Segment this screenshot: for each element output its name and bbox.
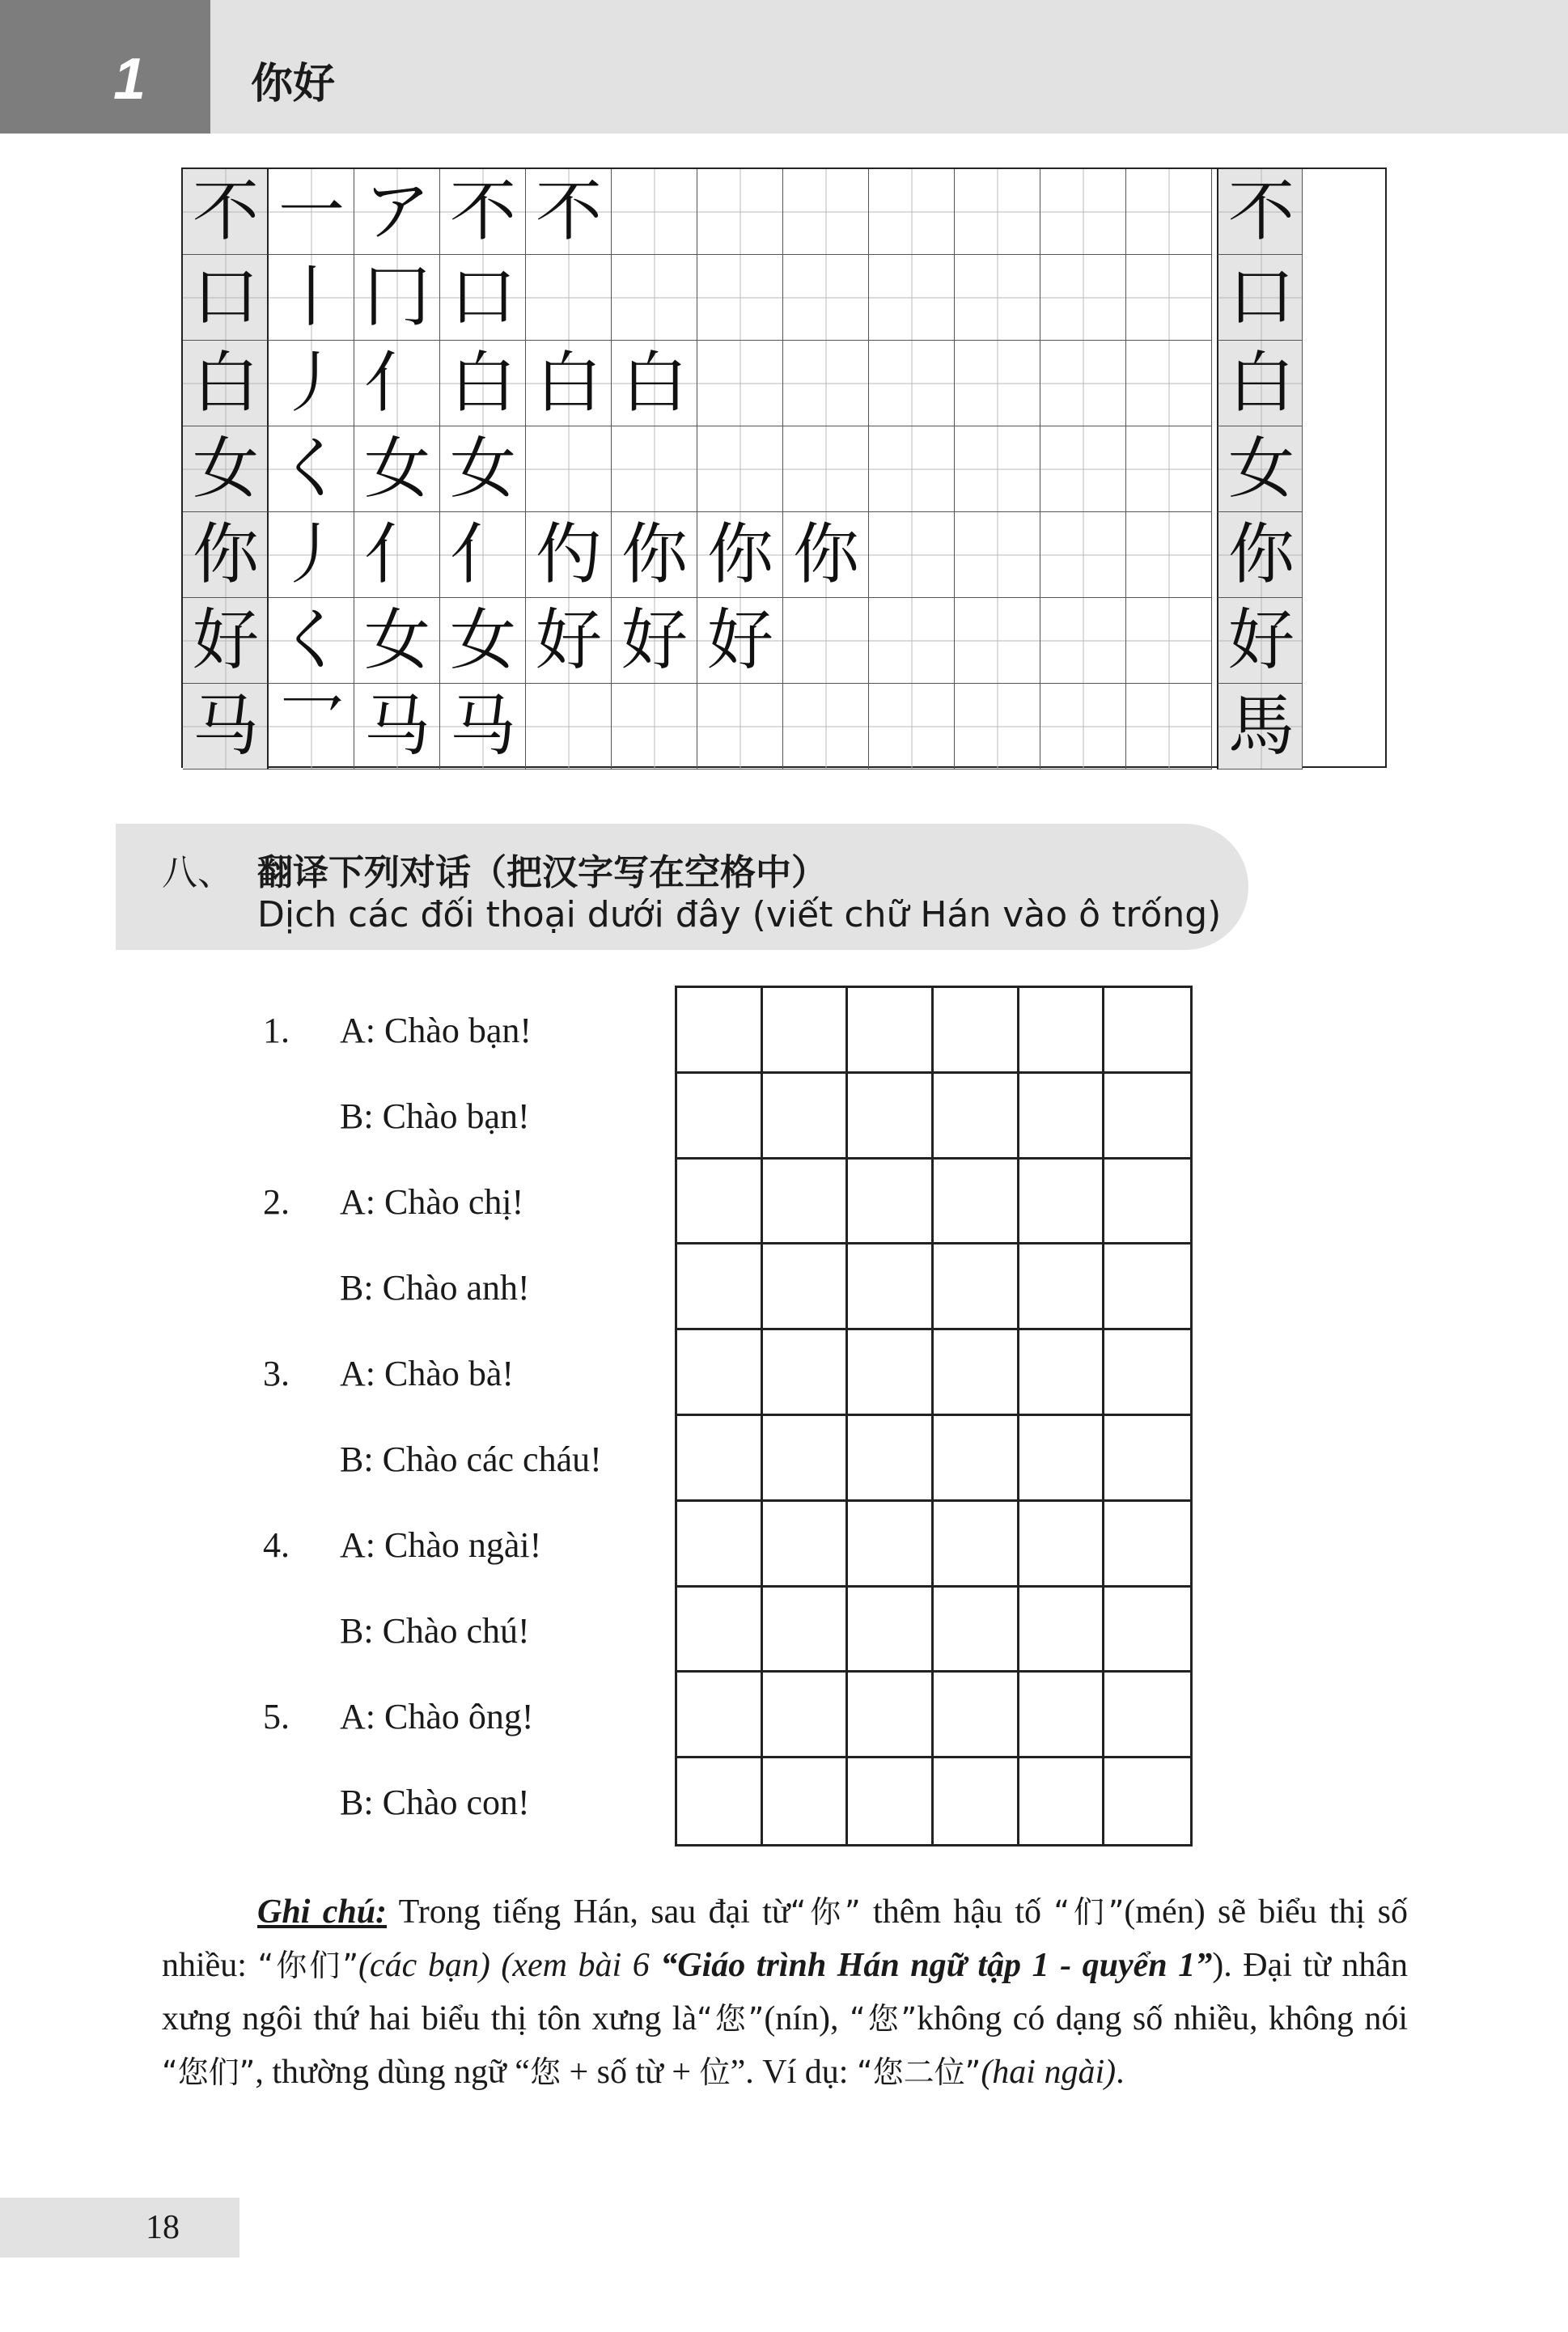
stroke-cell <box>269 255 354 341</box>
stroke-cell <box>526 341 612 426</box>
stroke-row <box>183 169 1385 255</box>
stroke-glyph: 女 <box>1227 430 1295 507</box>
stroke-cell <box>269 426 354 512</box>
stroke-glyph: 丿 <box>278 516 345 593</box>
stroke-glyph: 你 <box>621 516 688 593</box>
stroke-cell <box>869 426 955 512</box>
stroke-cell <box>1126 255 1212 341</box>
answer-cell[interactable] <box>763 1074 849 1160</box>
stroke-cell <box>526 512 612 598</box>
stroke-cell <box>783 598 869 684</box>
stroke-cell <box>1126 684 1212 770</box>
stroke-glyph: 女 <box>449 430 516 507</box>
note-text: + số từ + <box>560 2054 700 2091</box>
stroke-cell <box>1126 341 1212 426</box>
answer-cell[interactable] <box>677 988 763 1074</box>
stroke-cell <box>1040 598 1126 684</box>
stroke-glyph: 马 <box>449 688 516 765</box>
stroke-cell-main <box>183 341 269 426</box>
stroke-cell-reference <box>1217 255 1303 341</box>
answer-writing-grid <box>675 986 1193 1847</box>
dialogue-line-b: B: Chào anh! <box>340 1268 530 1308</box>
dialogue-line-b: B: Chào con! <box>340 1783 530 1822</box>
stroke-cell-reference <box>1217 426 1303 512</box>
stroke-cell <box>1040 426 1126 512</box>
stroke-cell <box>955 255 1040 341</box>
note-chinese: “您” <box>849 2001 917 2037</box>
dialogue-line-b: B: Chào các cháu! <box>340 1439 602 1479</box>
stroke-cell <box>697 684 783 770</box>
stroke-cell <box>1126 512 1212 598</box>
section-number: 八、 <box>162 852 233 893</box>
stroke-glyph: 女 <box>192 430 259 507</box>
stroke-glyph: 白 <box>621 345 688 422</box>
stroke-cell <box>1040 684 1126 770</box>
dialogue-number: 2. <box>263 1182 290 1222</box>
stroke-cell-reference <box>1217 512 1303 598</box>
answer-cell[interactable] <box>934 1502 1019 1588</box>
stroke-cell <box>783 341 869 426</box>
section-title-chinese: 翻译下列对话（把汉字写在空格中） <box>257 852 827 893</box>
stroke-glyph: ア <box>363 173 430 250</box>
stroke-cell <box>869 598 955 684</box>
stroke-cell <box>612 426 697 512</box>
stroke-cell <box>269 169 354 255</box>
stroke-cell <box>955 684 1040 770</box>
stroke-glyph: 不 <box>449 173 516 250</box>
stroke-glyph: 亻 <box>363 516 430 593</box>
stroke-glyph: 好 <box>706 602 773 679</box>
answer-cell[interactable] <box>848 1160 934 1245</box>
dialogue-line-a: A: Chào bà! <box>340 1354 515 1393</box>
stroke-glyph: 一 <box>278 173 345 250</box>
stroke-cell <box>354 684 440 770</box>
answer-cell[interactable] <box>848 1416 934 1502</box>
stroke-cell <box>612 255 697 341</box>
answer-cell[interactable] <box>848 1502 934 1588</box>
stroke-cell <box>869 684 955 770</box>
answer-cell[interactable] <box>934 1416 1019 1502</box>
stroke-glyph: 你 <box>192 516 259 593</box>
stroke-cell <box>612 512 697 598</box>
stroke-cell <box>783 426 869 512</box>
stroke-glyph: 口 <box>1227 259 1295 336</box>
stroke-cell <box>1040 341 1126 426</box>
note-text: không có dạng số nhiều, không nói <box>917 2000 1408 2037</box>
answer-cell[interactable] <box>934 1758 1019 1844</box>
stroke-cell-reference <box>1217 684 1303 770</box>
answer-cell[interactable] <box>848 1758 934 1844</box>
answer-cell[interactable] <box>848 1330 934 1416</box>
answer-cell[interactable] <box>1104 1416 1190 1502</box>
header-band <box>0 0 1568 134</box>
answer-cell[interactable] <box>763 1330 849 1416</box>
stroke-cell <box>955 169 1040 255</box>
answer-cell[interactable] <box>677 1244 763 1330</box>
answer-cell[interactable] <box>1104 1502 1190 1588</box>
answer-cell[interactable] <box>934 1160 1019 1245</box>
answer-cell[interactable] <box>677 1416 763 1502</box>
stroke-row <box>183 426 1385 512</box>
stroke-cell <box>526 255 612 341</box>
note-chinese: 您 <box>529 2054 561 2090</box>
stroke-cell <box>1040 512 1126 598</box>
answer-cell[interactable] <box>1104 1330 1190 1416</box>
answer-cell[interactable] <box>1104 1160 1190 1245</box>
answer-cell[interactable] <box>1019 988 1105 1074</box>
stroke-glyph: 女 <box>449 602 516 679</box>
stroke-cell <box>526 684 612 770</box>
stroke-cell <box>697 426 783 512</box>
answer-cell[interactable] <box>1104 988 1190 1074</box>
stroke-cell <box>955 426 1040 512</box>
stroke-cell <box>269 684 354 770</box>
stroke-cell-reference <box>1217 341 1303 426</box>
answer-cell[interactable] <box>763 1244 849 1330</box>
stroke-cell <box>1040 255 1126 341</box>
note-italic: (các bạn) (xem bài 6 <box>358 1947 661 1984</box>
stroke-cell <box>783 512 869 598</box>
answer-cell[interactable] <box>677 1673 763 1758</box>
stroke-cell <box>354 169 440 255</box>
answer-cell[interactable] <box>934 988 1019 1074</box>
dialogue-line-a: A: Chào bạn! <box>340 1011 532 1050</box>
stroke-cell <box>526 598 612 684</box>
note-italic: (hai ngài) <box>981 2054 1117 2091</box>
dialogue-line-b: B: Chào chú! <box>340 1611 530 1651</box>
stroke-cell <box>1126 426 1212 512</box>
stroke-order-grid <box>181 167 1387 768</box>
dialogue-number: 3. <box>263 1354 290 1393</box>
stroke-glyph: く <box>278 602 345 679</box>
answer-cell[interactable] <box>848 988 934 1074</box>
note-label: Ghi chú: <box>257 1893 388 1931</box>
note-text: (mén) sẽ biểu thị số nhiều: <box>162 1893 1408 1984</box>
stroke-glyph: 白 <box>1227 345 1295 422</box>
stroke-glyph: 马 <box>192 688 259 765</box>
note-text: (nín), <box>764 2000 850 2037</box>
stroke-cell-main <box>183 684 269 770</box>
answer-cell[interactable] <box>677 1160 763 1245</box>
stroke-row <box>183 341 1385 426</box>
stroke-row <box>183 255 1385 341</box>
stroke-cell-main <box>183 512 269 598</box>
lesson-title: 你好 <box>251 60 336 108</box>
stroke-cell <box>955 341 1040 426</box>
note-text: thêm hậu tố <box>860 1893 1054 1931</box>
answer-cell[interactable] <box>1104 1758 1190 1844</box>
stroke-cell <box>526 426 612 512</box>
dialogue-line-a: A: Chào ngài! <box>340 1525 542 1565</box>
stroke-glyph: 亻 <box>449 516 516 593</box>
answer-cell[interactable] <box>1019 1330 1105 1416</box>
answer-cell[interactable] <box>1104 1244 1190 1330</box>
stroke-cell <box>783 255 869 341</box>
dialogue-number: 1. <box>263 1011 290 1050</box>
section-title-vietnamese: Dịch các đối thoại dưới đây (viết chữ Hán vào ô trống) <box>257 894 1222 935</box>
lesson-number: 1 <box>113 47 146 112</box>
stroke-cell <box>1126 169 1212 255</box>
dialogue-line-a: A: Chào ông! <box>340 1697 534 1736</box>
answer-cell[interactable] <box>677 1330 763 1416</box>
stroke-glyph: 好 <box>535 602 602 679</box>
answer-cell[interactable] <box>677 1758 763 1844</box>
dialogue-number: 4. <box>263 1525 290 1565</box>
stroke-glyph: 丨 <box>278 259 345 336</box>
stroke-glyph: 白 <box>449 345 516 422</box>
stroke-glyph: 好 <box>192 602 259 679</box>
answer-cell[interactable] <box>677 1502 763 1588</box>
stroke-row <box>183 598 1385 684</box>
stroke-glyph: 馬 <box>1227 688 1295 765</box>
stroke-glyph: 口 <box>192 259 259 336</box>
stroke-cell <box>697 512 783 598</box>
answer-cell[interactable] <box>1104 1074 1190 1160</box>
answer-cell[interactable] <box>1019 1244 1105 1330</box>
stroke-cell <box>269 598 354 684</box>
stroke-cell <box>354 255 440 341</box>
note-text: . <box>1116 2054 1125 2091</box>
stroke-cell-reference <box>1217 598 1303 684</box>
page-number-box <box>0 2198 239 2258</box>
answer-cell[interactable] <box>934 1244 1019 1330</box>
stroke-cell-main <box>183 255 269 341</box>
note-text: ”. Ví dụ: <box>730 2054 857 2091</box>
stroke-cell <box>1126 598 1212 684</box>
stroke-glyph: 不 <box>1227 173 1295 250</box>
stroke-cell <box>869 169 955 255</box>
note-book-title: “Giáo trình Hán ngữ tập 1 - quyển 1” <box>660 1947 1213 1984</box>
answer-cell[interactable] <box>677 1074 763 1160</box>
stroke-cell <box>354 598 440 684</box>
stroke-glyph: 你 <box>1227 516 1295 593</box>
note-chinese: “您们” <box>162 2054 256 2090</box>
stroke-cell <box>354 341 440 426</box>
stroke-glyph: 白 <box>192 345 259 422</box>
stroke-cell-main <box>183 169 269 255</box>
stroke-glyph: く <box>278 430 345 507</box>
stroke-cell-main <box>183 426 269 512</box>
answer-cell[interactable] <box>763 1588 849 1673</box>
stroke-cell <box>269 341 354 426</box>
note-text: Trong tiếng Hán, sau đại từ <box>387 1893 790 1931</box>
answer-cell[interactable] <box>848 1588 934 1673</box>
stroke-cell <box>697 341 783 426</box>
note-chinese: “你们” <box>257 1948 359 1983</box>
note-chinese: “您二位” <box>856 2054 981 2090</box>
answer-cell[interactable] <box>1019 1758 1105 1844</box>
answer-cell[interactable] <box>1104 1588 1190 1673</box>
stroke-cell <box>869 512 955 598</box>
stroke-cell <box>526 169 612 255</box>
stroke-cell <box>440 255 526 341</box>
stroke-cell-reference <box>1217 169 1303 255</box>
stroke-cell <box>697 598 783 684</box>
stroke-glyph: 马 <box>363 688 430 765</box>
stroke-cell <box>440 169 526 255</box>
answer-cell[interactable] <box>934 1588 1019 1673</box>
answer-cell[interactable] <box>763 988 849 1074</box>
answer-cell[interactable] <box>1019 1502 1105 1588</box>
answer-cell[interactable] <box>677 1588 763 1673</box>
stroke-cell <box>1040 169 1126 255</box>
answer-cell[interactable] <box>934 1074 1019 1160</box>
stroke-cell-main <box>183 598 269 684</box>
stroke-cell <box>783 684 869 770</box>
stroke-cell <box>269 512 354 598</box>
stroke-glyph: 亻 <box>363 345 430 422</box>
answer-cell[interactable] <box>848 1244 934 1330</box>
stroke-cell <box>440 341 526 426</box>
answer-cell[interactable] <box>934 1673 1019 1758</box>
stroke-glyph: 女 <box>363 430 430 507</box>
stroke-glyph: 口 <box>449 259 516 336</box>
stroke-cell <box>697 169 783 255</box>
stroke-cell <box>955 598 1040 684</box>
note-chinese: 位 <box>699 2054 731 2090</box>
note-text: , thường dùng ngữ “ <box>255 2054 530 2091</box>
stroke-glyph: 冂 <box>363 259 430 336</box>
note-text: ). Đại từ nhân xưng ngôi thứ hai biểu thị tôn xưng là <box>162 1947 1409 2037</box>
answer-cell[interactable] <box>1019 1673 1105 1758</box>
stroke-cell <box>354 512 440 598</box>
stroke-cell <box>783 169 869 255</box>
answer-cell[interactable] <box>1019 1416 1105 1502</box>
stroke-row <box>183 684 1385 770</box>
stroke-row <box>183 512 1385 598</box>
answer-cell[interactable] <box>1019 1160 1105 1245</box>
stroke-glyph: 不 <box>192 173 259 250</box>
stroke-cell <box>440 426 526 512</box>
stroke-glyph: 丿 <box>278 345 345 422</box>
note-paragraph <box>162 1885 1408 2099</box>
stroke-glyph: 女 <box>363 602 430 679</box>
stroke-cell <box>612 598 697 684</box>
answer-cell[interactable] <box>1019 1588 1105 1673</box>
answer-cell[interactable] <box>848 1074 934 1160</box>
stroke-cell <box>612 169 697 255</box>
stroke-glyph: 不 <box>535 173 602 250</box>
note-chinese: “您” <box>697 2001 765 2037</box>
stroke-glyph: 你 <box>792 516 859 593</box>
answer-cell[interactable] <box>934 1330 1019 1416</box>
stroke-cell <box>354 426 440 512</box>
stroke-cell <box>612 341 697 426</box>
note-chinese: “你” <box>790 1894 861 1930</box>
answer-cell[interactable] <box>763 1502 849 1588</box>
stroke-glyph: 白 <box>535 345 602 422</box>
stroke-glyph: 好 <box>621 602 688 679</box>
stroke-glyph: 你 <box>706 516 773 593</box>
stroke-cell <box>440 598 526 684</box>
stroke-cell <box>869 341 955 426</box>
stroke-cell <box>869 255 955 341</box>
stroke-cell <box>440 512 526 598</box>
stroke-cell <box>697 255 783 341</box>
stroke-glyph: 仢 <box>535 516 602 593</box>
answer-cell[interactable] <box>763 1416 849 1502</box>
answer-cell[interactable] <box>763 1673 849 1758</box>
answer-cell[interactable] <box>1019 1074 1105 1160</box>
page-number: 18 <box>146 2209 180 2246</box>
answer-cell[interactable] <box>763 1758 849 1844</box>
note-chinese: “们” <box>1053 1894 1125 1930</box>
stroke-glyph: 好 <box>1227 602 1295 679</box>
stroke-cell <box>955 512 1040 598</box>
answer-cell[interactable] <box>1104 1673 1190 1758</box>
stroke-cell <box>440 684 526 770</box>
lesson-number-box <box>0 0 210 134</box>
stroke-cell <box>612 684 697 770</box>
dialogue-number: 5. <box>263 1697 290 1736</box>
answer-cell[interactable] <box>848 1673 934 1758</box>
dialogue-line-a: A: Chào chị! <box>340 1182 524 1222</box>
answer-cell[interactable] <box>763 1160 849 1245</box>
stroke-glyph: 乛 <box>278 688 345 765</box>
dialogue-line-b: B: Chào bạn! <box>340 1096 530 1136</box>
